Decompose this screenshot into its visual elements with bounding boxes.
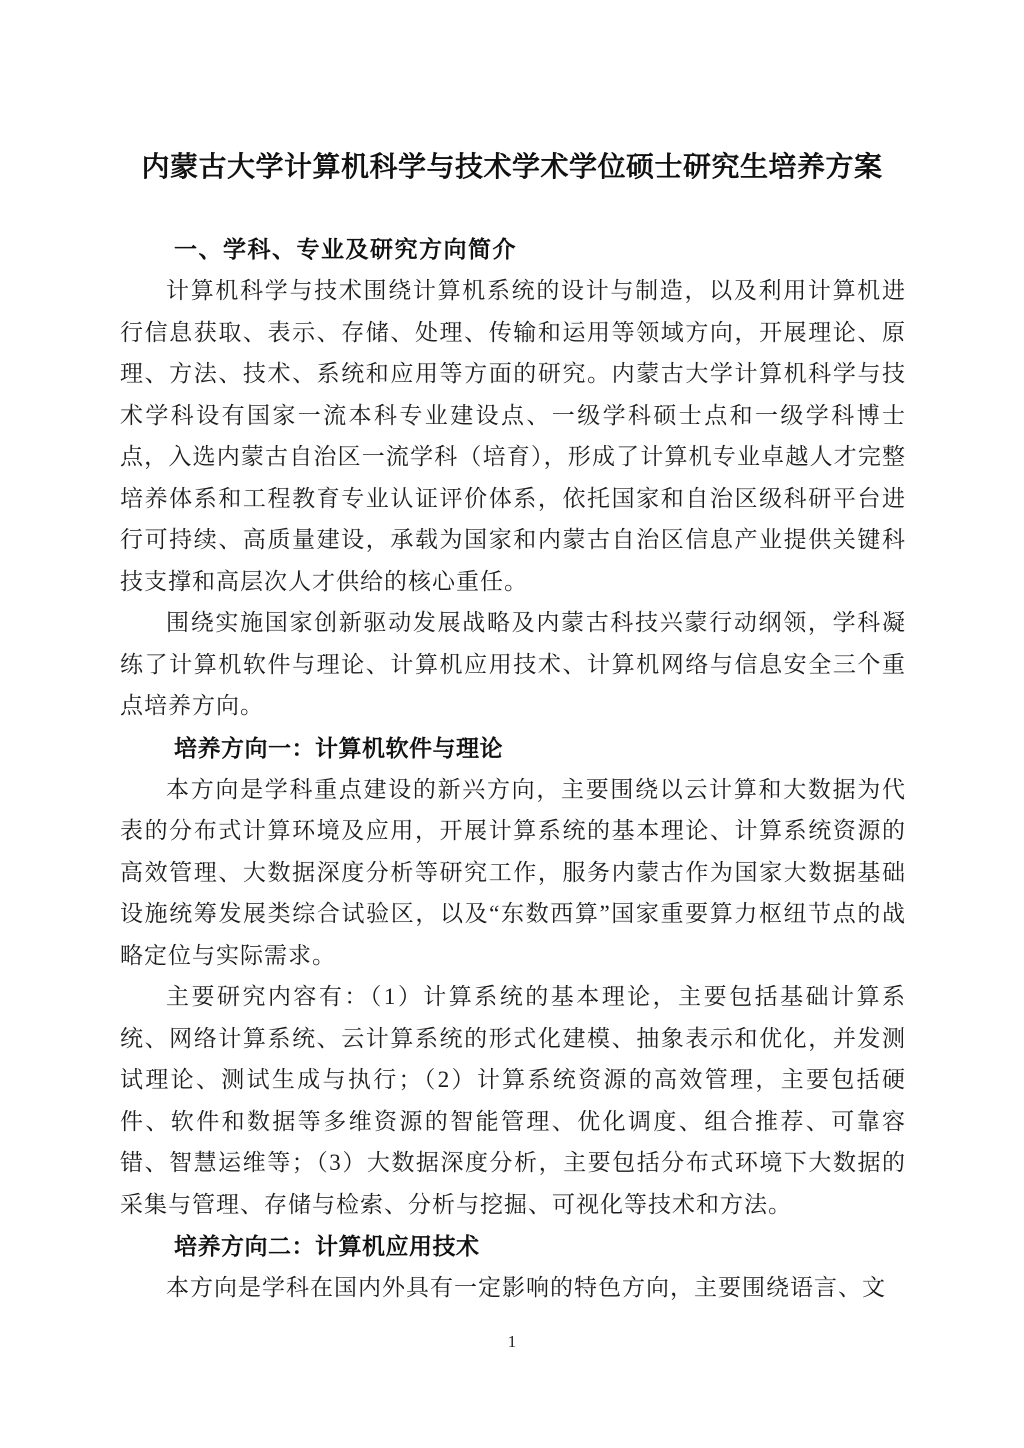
paragraph-direction-2-overview: 本方向是学科在国内外具有一定影响的特色方向，主要围绕语言、文 <box>166 1275 886 1300</box>
paragraph-discipline-overview: 计算机科学与技术围绕计算机系统的设计与制造，以及利用计算机进行信息获取、表示、存储、处理、传输和运用等领域方向，开展理论、原理、方法、技术、系统和应用等方面的研究。内蒙古大学计算机科学与技术学科设有国家一流本科专业建设点、一级学科硕士点和一级学科博士点，入选内蒙古自治区一流学科（培育），形成了计算机专业卓越人才完整培养体系和工程教育专业认证评价体系，依托国家和自治区级科研平台进行可持续、高质量建设，承载为国家和内蒙古自治区信息产业提供关键科技支撑和高层次人才供给的核心重任。 <box>120 278 906 594</box>
heading-direction-2: 培养方向二：计算机应用技术 <box>174 1233 480 1259</box>
paragraph-direction-1-research-content: 主要研究内容有：（1）计算系统的基本理论，主要包括基础计算系统、网络计算系统、云计算系统的形式化建模、抽象表示和优化，并发测试理论、测试生成与执行；（2）计算系统资源的高效管理，主要包括硬件、软件和数据等多维资源的智能管理、优化调度、组合推荐、可靠容错、智慧运维等；（3）大数据深度分析，主要包括分布式环境下大数据的采集与管理、存储与检索、分析与挖掘、可视化等技术和方法。 <box>120 984 906 1217</box>
page-number: 1 <box>507 1332 517 1351</box>
section-heading-discipline-intro: 一、学科、专业及研究方向简介 <box>174 236 518 262</box>
paragraph-three-directions: 围绕实施国家创新驱动发展战略及内蒙古科技兴蒙行动纲领，学科凝练了计算机软件与理论、计算机应用技术、计算机网络与信息安全三个重点培养方向。 <box>120 610 906 718</box>
heading-direction-1: 培养方向一：计算机软件与理论 <box>174 734 504 761</box>
document-title: 内蒙古大学计算机科学与技术学术学位硕士研究生培养方案 <box>141 151 883 182</box>
paragraph-direction-1-overview: 本方向是学科重点建设的新兴方向，主要围绕以云计算和大数据为代表的分布式计算环境及应用，开展计算系统的基本理论、计算系统资源的高效管理、大数据深度分析等研究工作，服务内蒙古作为国家大数据基础设施统筹发展类综合试验区，以及“东数西算”国家重要算力枢纽节点的战略定位与实际需求。 <box>120 776 906 968</box>
document-body <box>0 228 1024 1309</box>
